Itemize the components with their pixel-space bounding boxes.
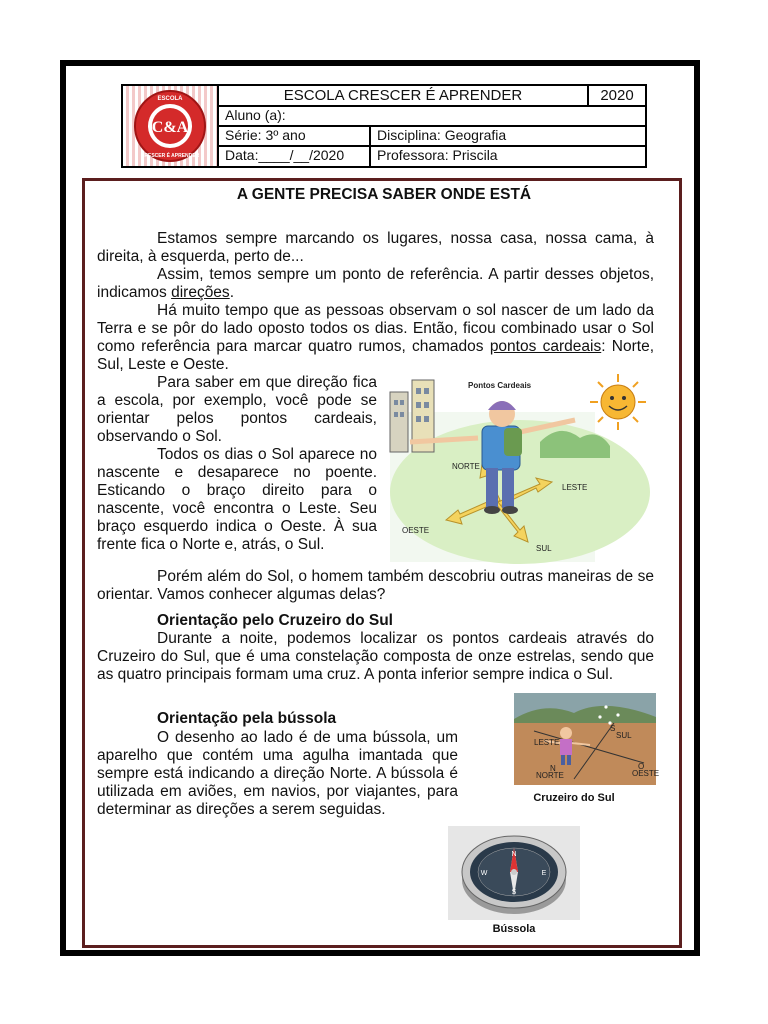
bussola-paragraph: O desenho ao lado é de uma bússola, um aparelho que contém uma agulha imantada que sempre está indicando a direção Norte. A bússola é utilizada em aviões, em navios, por viajantes, para determinar as direções a serem seguidas. bbox=[97, 729, 458, 818]
teacher-field: Professora: Priscila bbox=[377, 147, 498, 163]
figure-caption-cruzeiro: Cruzeiro do Sul bbox=[533, 792, 615, 804]
paragraph-6: Porém além do Sol, o homem também descobriu outras maneiras de se orientar. Vamos conhecer algumas delas? bbox=[97, 568, 654, 603]
southern-cross-figure bbox=[514, 693, 660, 785]
compass-icon bbox=[462, 836, 566, 914]
figure-title: Pontos Cardeais bbox=[468, 381, 532, 390]
paragraph-5: Todos os dias o Sol aparece no nascente e desaparece no poente. Esticando o braço direito para o nascente, você encontra o Leste. Seu braço esquerdo indica o Oeste. À sua frente fica o Norte e, atrás, o Sul. bbox=[97, 446, 377, 553]
cardinal-points-figure bbox=[390, 372, 652, 562]
other-methods-text bbox=[97, 568, 654, 604]
grade-field: Série: 3º ano bbox=[225, 127, 306, 143]
compass-s: S bbox=[511, 889, 517, 896]
compass-figure bbox=[448, 826, 580, 920]
label-norte: NORTE bbox=[452, 462, 480, 471]
logo-ring-top: ESCOLA bbox=[157, 96, 183, 102]
paragraph-3-end: : Norte, Sul, Leste e Oeste. bbox=[97, 338, 655, 373]
intro-text bbox=[97, 230, 654, 374]
paragraph-2 bbox=[97, 266, 654, 302]
logo-ring-bottom: CRESCER É APRENDER bbox=[140, 153, 200, 159]
label-norte: NORTE bbox=[536, 771, 564, 780]
school-year: 2020 bbox=[600, 87, 634, 104]
sun-icon bbox=[590, 374, 646, 430]
label-sul: SUL bbox=[616, 731, 632, 740]
label-oeste: OESTE bbox=[632, 769, 660, 778]
label-n: N bbox=[550, 764, 556, 773]
cruzeiro-paragraph: Durante a noite, podemos localizar os pontos cardeais através do Cruzeiro do Sul, que é uma constelação composta de onze estrelas, sendo que as quatro principais formam uma cruz. A ponta inferior sempre indica o Sul. bbox=[97, 630, 654, 683]
subject-field: Disciplina: Geografia bbox=[377, 127, 507, 143]
label-s: S bbox=[610, 724, 616, 733]
paragraph-3 bbox=[97, 302, 654, 374]
compass-w: W bbox=[480, 870, 488, 877]
logo-seal-icon bbox=[123, 86, 217, 166]
term-direcoes: direções bbox=[171, 284, 230, 301]
label-o: O bbox=[638, 762, 645, 771]
paragraph-3-text: Há muito tempo que as pessoas observam o sol nascer de um lado da Terra e se pôr do lado oposto todos os dias. Então, ficou combinado usar o Sol como referência para marcar quatro rumos, chamados bbox=[97, 302, 654, 355]
paragraph-1: Estamos sempre marcando os lugares, nossa casa, nossa cama, à direita, à esquerda, perto de... bbox=[97, 230, 654, 265]
date-field: Data:____/__/2020 bbox=[225, 147, 345, 163]
school-name: ESCOLA CRESCER É APRENDER bbox=[283, 87, 523, 104]
section-heading-cruzeiro: Orientação pelo Cruzeiro do Sul bbox=[157, 612, 393, 629]
label-leste: LESTE bbox=[534, 738, 560, 747]
tree-icon bbox=[540, 431, 610, 458]
compass-e: E bbox=[541, 870, 547, 877]
compass-n: N bbox=[511, 851, 517, 858]
paragraph-2-end: . bbox=[229, 284, 234, 301]
sun-text bbox=[97, 374, 377, 554]
paragraph-2-text: Assim, temos sempre um ponto de referência. A partir desses objetos, indicamos bbox=[97, 266, 654, 301]
header-table bbox=[121, 84, 647, 168]
school-logo bbox=[123, 86, 219, 166]
paragraph-4: Para saber em que direção fica a escola, por exemplo, você pode se orientar pelos pontos cardeais, observando o Sol. bbox=[97, 374, 377, 445]
label-oeste: OESTE bbox=[402, 526, 430, 535]
logo-text: C&A bbox=[151, 119, 189, 136]
bussola-text bbox=[97, 729, 458, 819]
cruzeiro-text bbox=[97, 630, 654, 684]
label-sul: SUL bbox=[536, 544, 552, 553]
student-field: Aluno (a): bbox=[225, 107, 286, 123]
label-leste: LESTE bbox=[562, 483, 588, 492]
section-heading-bussola: Orientação pela bússola bbox=[157, 710, 337, 727]
building-icon bbox=[390, 392, 408, 452]
term-pontos-cardeais: pontos cardeais bbox=[489, 338, 602, 355]
figure-caption-bussola: Bússola bbox=[492, 923, 536, 935]
page-title: A GENTE PRECISA SABER ONDE ESTÁ bbox=[236, 186, 532, 203]
